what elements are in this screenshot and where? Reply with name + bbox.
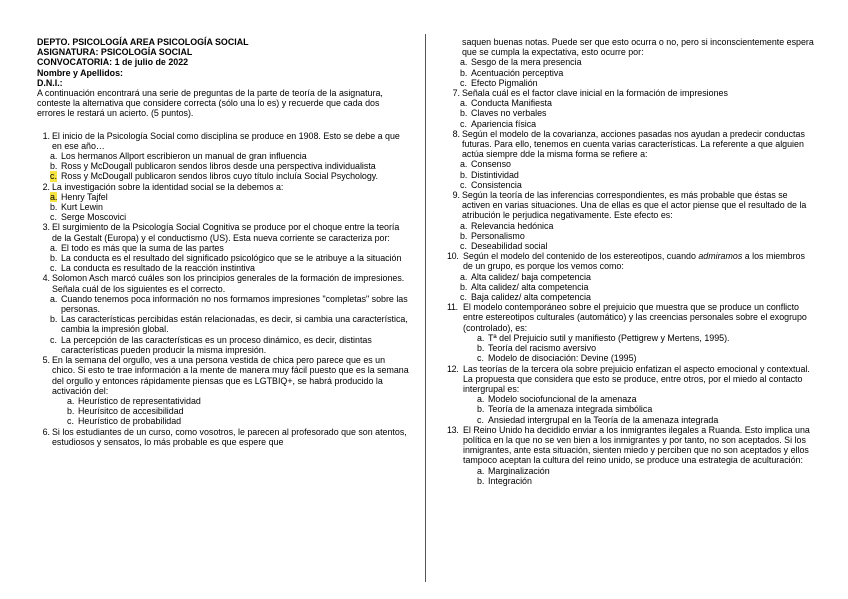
option-letter: b. [477, 475, 485, 486]
option[interactable] [447, 476, 815, 486]
option-text: Baja calidez/ alta competencia [471, 292, 591, 303]
question-text: Según el modelo de la covarianza, acciones pasadas nos ayudan a predecir conductas futuras. Para ello, tenemos en cuenta varias características. La referente a que alguien actúa siempre dde la misma forma se refiere a: [462, 128, 805, 160]
question-number: 10. [447, 251, 459, 262]
option-text: Claves no verbales [471, 108, 547, 119]
option-text: Modelo sociofuncional de la amenaza [488, 394, 637, 405]
question-number: 5. [42, 355, 50, 366]
option-text: Cuando tenemos poca información no nos formamos impresiones "completas" sobre las personas. [61, 293, 408, 315]
option-letter: a. [477, 394, 485, 405]
option[interactable] [37, 416, 409, 426]
option[interactable] [37, 314, 409, 334]
option[interactable] [447, 119, 815, 129]
option[interactable] [447, 404, 815, 414]
question-text: En la semana del orgullo, ves a una persona vestida de chica pero parece que es un chico. Si esto te trae información a la mente de manera muy fácil puesto que es la semana del orgullo y entonces rápidamente piensas que es LGTBIQ+, se habrá producido la activación del: [52, 355, 409, 396]
question-4 [37, 273, 409, 293]
question-number: 7. [452, 88, 460, 99]
option[interactable] [37, 202, 409, 212]
question-number: 13. [447, 424, 459, 435]
right-column [447, 37, 815, 486]
option-text: Teoría del racismo aversivo [488, 343, 597, 354]
option-text: Alta calidez/ baja competencia [471, 271, 591, 282]
option-text: Efecto Pigmalión [471, 77, 538, 88]
option[interactable] [447, 108, 815, 118]
question-13 [447, 425, 815, 466]
option-letter: b. [460, 169, 468, 180]
option-letter: b. [460, 108, 468, 119]
option[interactable] [37, 335, 409, 355]
question-text: Solomon Asch marcó cuáles son los principios generales de la formación de impresiones. Señala cuál de los siguientes es el correcto. [52, 273, 405, 294]
option-letter: b. [50, 202, 58, 213]
question-number: 12. [447, 363, 459, 374]
option-text: Teoría de la amenaza integrada simbólica [488, 404, 653, 415]
question-text: El surgimiento de la Psicología Social Cognitiva se produce por el choque entre la teoría de la Gestalt (Europa) y el conductismo (US). Esta nueva corriente se caracteriza por: [52, 222, 400, 243]
option[interactable] [447, 343, 815, 353]
option-text: El todo es más que la suma de las partes [61, 242, 224, 253]
option[interactable] [447, 231, 815, 241]
option-text: Tª del Prejuicio sutil y manifiesto (Pettigrew y Mertens, 1995). [488, 332, 730, 343]
question-8 [447, 129, 815, 160]
question-10 [447, 251, 815, 271]
option[interactable] [447, 282, 815, 292]
question-number: 4. [42, 273, 50, 284]
option-text: Relevancia hedónica [471, 220, 554, 231]
option[interactable] [37, 151, 409, 161]
option-letter: a. [50, 242, 58, 253]
option-text: La conducta es resultado de la reacción instintiva [61, 263, 255, 274]
question-text-part: a los miembros de un grupo, es porque los vemos como: [463, 251, 805, 272]
option-text: Kurt Lewin [61, 202, 103, 213]
option-text: Heurísitco de accesibilidad [78, 406, 184, 417]
option-text: Ross y McDougall publicaron sendos libros cuyo título incluía Social Psychology. [61, 171, 379, 182]
subject-title: ASIGNATURA: PSICOLOGÍA SOCIAL [37, 47, 193, 58]
option-letter: a. [50, 293, 58, 304]
option-text: Consistencia [471, 179, 522, 190]
option-letter: c. [50, 334, 57, 345]
option-letter: c. [460, 179, 467, 190]
option-text: Los hermanos Allport escribieron un manual de gran influencia [61, 151, 307, 162]
question-1 [37, 131, 409, 151]
option-letter: a. [460, 57, 468, 68]
option-letter: c. [460, 292, 467, 303]
option-text: Heurístico de probabilidad [78, 416, 182, 427]
option[interactable] [447, 466, 815, 476]
question-text: La investigación sobre la identidad social se la debemos a: [52, 181, 284, 192]
question-text: El inicio de la Psicología Social como disciplina se produce en 1908. Esto se debe a que en ese año… [52, 130, 400, 151]
option-text: Deseabilidad social [471, 241, 548, 252]
question-number: 1. [42, 130, 50, 141]
option-highlighted[interactable] [37, 171, 409, 181]
option-letter: b. [460, 281, 468, 292]
option-letter: b. [477, 343, 485, 354]
instructions: A continuación encontrará una serie de preguntas de la parte de teoría de la asignatura, conteste la alternativa que considere correcta (sólo una lo es) y recuerde que cada dos errores le restará un acierto. (5 puntos). [37, 88, 383, 119]
option-text: Ansiedad intergrupal en la Teoría de la amenaza integrada [488, 414, 719, 425]
option-text: Consenso [471, 159, 511, 170]
option-letter: c. [460, 77, 467, 88]
option[interactable] [447, 170, 815, 180]
option[interactable] [37, 243, 409, 253]
highlighted-answer-letter: a. [50, 191, 58, 202]
option-letter: b. [50, 314, 58, 325]
option-letter: a. [460, 220, 468, 231]
option-letter: c. [460, 241, 467, 252]
option[interactable] [447, 57, 815, 67]
question-11 [447, 302, 815, 333]
option[interactable] [447, 78, 815, 88]
option-text: Apariencia física [471, 118, 537, 129]
name-label: Nombre y Apellidos: [37, 67, 123, 78]
option[interactable] [447, 241, 815, 251]
option-letter: c. [460, 118, 467, 129]
question-3 [37, 222, 409, 242]
option-text: Alta calidez/ alta competencia [471, 281, 589, 292]
option-text: Distintividad [471, 169, 519, 180]
option-letter: c. [477, 353, 484, 364]
column-divider [425, 34, 426, 582]
option[interactable] [447, 221, 815, 231]
option[interactable] [447, 98, 815, 108]
option-letter: a. [460, 271, 468, 282]
option-text: Marginalización [488, 465, 550, 476]
option[interactable] [447, 333, 815, 343]
question-text: El Reino Unido ha decidido enviar a los inmigrantes ilegales a Ruanda. Esto implica una política en la que no se ven bien a los inmigrantes y por tanto, no son aceptados. Si los inmigrantes, ante esta situación, sienten miedo y perciben que no son aceptados y ellos tampoco aceptan la cultura del reino unido, se produce una estrategia de aculturación: [463, 424, 810, 466]
option-text: Ross y McDougall publicaron sendos libros desde una perspectiva individualista [61, 161, 376, 172]
option-letter: a. [460, 98, 468, 109]
option-letter: c. [477, 414, 484, 425]
question-text-part: Según el modelo del contenido de los estereotipos, cuando [463, 251, 699, 262]
question-number: 2. [42, 181, 50, 192]
question-text: Si los estudiantes de un curso, como vosotros, le parecen al profesorado que son atentos, estudiosos y sensatos, lo más probable es que espere que [52, 426, 407, 447]
option-text: Sesgo de la mera presencia [471, 57, 582, 68]
option-letter: c. [67, 416, 74, 427]
option-text: Acentuación perceptiva [471, 67, 564, 78]
option[interactable] [37, 396, 409, 406]
dni-label: D.N.I.: [37, 77, 63, 88]
option-text: Personalismo [471, 230, 525, 241]
question-6 [37, 427, 409, 447]
option-text: Modelo de disociación: Devine (1995) [488, 353, 637, 364]
question-7 [447, 88, 815, 98]
option-letter: b. [477, 404, 485, 415]
option-letter: c. [50, 212, 57, 223]
option-letter: b. [50, 161, 58, 172]
question-text: Según la teoría de las inferencias correspondientes, es más probable que éstas se activen en varias situaciones. Una de ellas es que el actor piense que el resultado de la atribución le perjudica negativamente. Este efecto es: [462, 190, 807, 221]
option-letter: b. [460, 67, 468, 78]
highlighted-answer-letter: c. [50, 171, 57, 182]
option-text: La conducta es el resultado del significado psicológico que se le atribuye a la situación [61, 253, 402, 264]
question-text-continuation: saquen buenas notas. Puede ser que esto ocurra o no, pero si inconscientemente espera que se cumpla la expectativa, esto ocurre por: [462, 37, 814, 58]
option-letter: b. [460, 230, 468, 241]
dept-title: DEPTO. PSICOLOGÍA AREA PSICOLOGÍA SOCIAL [37, 37, 249, 47]
exam-date: CONVOCATORIA: 1 de julio de 2022 [37, 57, 189, 68]
question-number: 3. [42, 222, 50, 233]
option[interactable] [447, 415, 815, 425]
question-text: Las teorías de la tercera ola sobre prejuicio enfatizan el aspecto emocional y contextual. La propuesta que considera que esto se produce, entre otros, por el miedo al contacto intergrupal es: [463, 363, 810, 394]
option[interactable] [447, 159, 815, 169]
question-text-emphasis: admiramos [698, 251, 743, 262]
option-text: Las características percibidas están relacionadas, es decir, si cambia una característica, cambia la impresión global. [61, 314, 408, 335]
option-letter: c. [50, 263, 57, 274]
option-letter: a. [477, 332, 485, 343]
option[interactable] [37, 212, 409, 222]
question-5 [37, 355, 409, 396]
option[interactable] [37, 161, 409, 171]
question-number: 8. [452, 128, 460, 139]
question-number: 11. [447, 302, 458, 313]
question-number: 9. [452, 190, 460, 201]
option[interactable] [447, 353, 815, 363]
option[interactable] [37, 406, 409, 416]
option-letter: b. [50, 253, 58, 264]
option[interactable] [37, 253, 409, 263]
question-text: Señala cuál es el factor clave inicial en la formación de impresiones [462, 88, 728, 99]
option-text: La percepción de las características es un proceso dinámico, es decir, distintas características pueden producir la misma impresión. [61, 334, 372, 355]
question-text: El modelo contemporáneo sobre el prejuicio que muestra que se produce un conflicto entre estereotipos culturales (automático) y las creencias personales sobre el exogrupo (controlado), es: [463, 302, 807, 333]
option-letter: a. [460, 159, 468, 170]
option-text: Henry Tajfel [61, 191, 108, 202]
option-text: Integración [488, 475, 532, 486]
option-text: Conducta Manifiesta [471, 98, 552, 109]
option[interactable] [37, 263, 409, 273]
option-text: Heurístico de representatividad [78, 395, 201, 406]
option-text: Serge Moscovici [61, 212, 127, 223]
question-2 [37, 182, 409, 192]
question-text [463, 251, 815, 271]
option[interactable] [447, 68, 815, 78]
option-letter: a. [477, 465, 485, 476]
left-column [37, 37, 409, 447]
question-number: 6. [42, 426, 50, 437]
option[interactable] [447, 394, 815, 404]
option[interactable] [37, 294, 409, 314]
question-12 [447, 364, 815, 395]
option-highlighted[interactable] [37, 192, 409, 202]
option-letter: a. [67, 395, 75, 406]
option[interactable] [447, 180, 815, 190]
option-letter: b. [67, 406, 75, 417]
question-9 [447, 190, 815, 221]
option-letter: a. [50, 151, 58, 162]
option[interactable] [447, 272, 815, 282]
question-6-continued [447, 37, 815, 57]
option[interactable] [447, 292, 815, 302]
